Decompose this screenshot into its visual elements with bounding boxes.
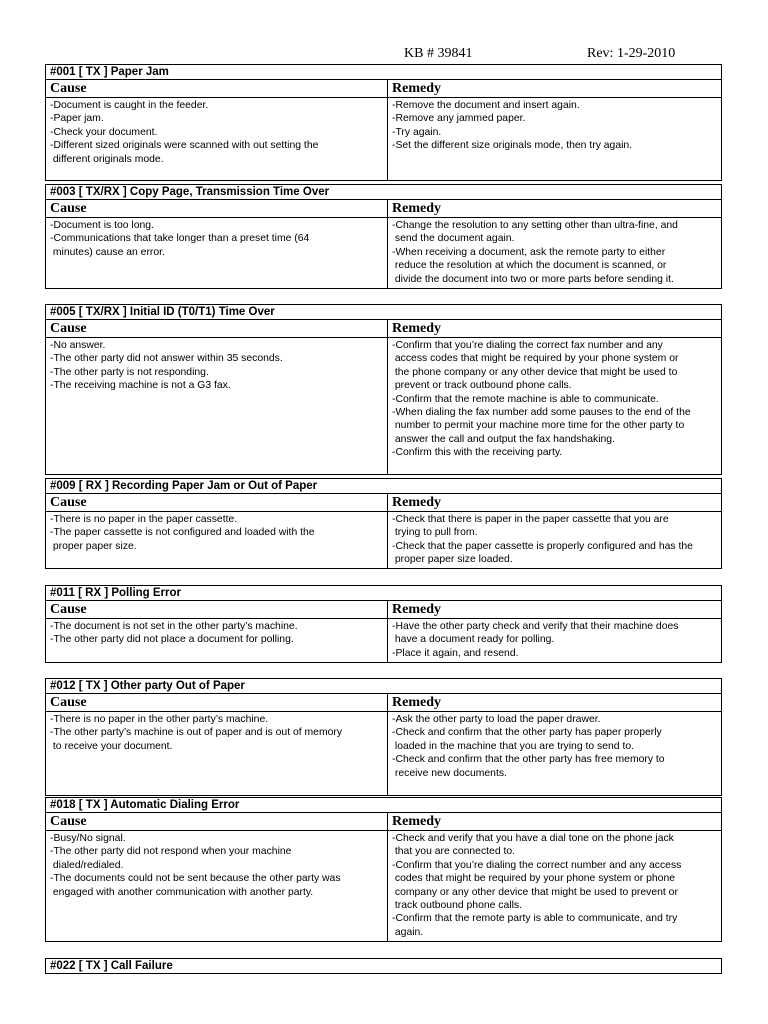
cause-header: Cause [46,80,387,98]
remedy-header: Remedy [388,813,721,831]
error-section [45,585,722,663]
remedy-line: -Check and confirm that the other party has free memory to [392,754,665,766]
error-section [45,958,722,974]
cause-line: -The other party did not place a document for polling. [50,634,294,646]
section-title: #005 [ TX/RX ] Initial ID (T0/T1) Time Over [46,305,721,320]
cause-text [46,512,387,568]
cause-line: -The other party did not answer within 35 seconds. [50,353,283,365]
cause-remedy-table [46,601,721,662]
error-section [45,797,722,942]
remedy-column [388,320,721,474]
cause-line: -The other party did not respond when your machine [50,846,292,858]
cause-header: Cause [46,601,387,619]
cause-column [46,813,388,941]
revision-date: Rev: 1-29-2010 [587,46,676,61]
remedy-header: Remedy [388,320,721,338]
cause-line: -Document is caught in the feeder. [50,100,209,111]
remedy-line: -Place it again, and resend. [392,647,519,659]
cause-line: -There is no paper in the paper cassette. [50,514,238,525]
cause-line: -Paper jam. [50,113,104,125]
remedy-line: reduce the resolution at which the document is scanned, or [392,260,667,272]
remedy-line: -Try again. [392,126,442,138]
remedy-line: -Check that the paper cassette is properly configured and has the [392,540,693,552]
error-section [45,304,722,475]
remedy-text [388,619,721,662]
cause-line: minutes) cause an error. [50,246,165,258]
error-section [45,478,722,569]
cause-line: to receive your document. [50,740,173,752]
remedy-text [388,98,721,180]
remedy-column [388,200,721,288]
cause-line: -Check your document. [50,126,158,138]
section-title: #012 [ TX ] Other party Out of Paper [46,679,721,694]
cause-header: Cause [46,494,387,512]
section-title: #009 [ RX ] Recording Paper Jam or Out of Paper [46,479,721,494]
cause-column [46,601,388,662]
cause-column [46,694,388,795]
section-title: #001 [ TX ] Paper Jam [46,65,721,80]
cause-column [46,80,388,180]
remedy-header: Remedy [388,80,721,98]
remedy-line: proper paper size loaded. [392,554,513,566]
cause-line: -The receiving machine is not a G3 fax. [50,380,231,392]
remedy-line: send the document again. [392,233,515,245]
remedy-line: access codes that might be required by your phone system or [392,353,679,365]
cause-line: dialed/redialed. [50,859,124,871]
remedy-line: have a document ready for polling. [392,634,555,646]
remedy-line: divide the document into two or more parts before sending it. [392,273,674,285]
cause-column [46,200,388,288]
remedy-line: loaded in the machine that you are trying to send to. [392,740,635,752]
cause-text [46,98,387,180]
cause-line: -The documents could not be sent because the other party was [50,873,341,885]
remedy-line: track outbound phone calls. [392,900,522,912]
cause-remedy-table [46,494,721,568]
error-section [45,64,722,181]
cause-line: different originals mode. [50,153,164,165]
cause-remedy-table [46,813,721,941]
cause-remedy-table [46,80,721,180]
cause-text [46,619,387,662]
cause-line: -There is no paper in the other party’s machine. [50,714,269,725]
cause-line: engaged with another communication with another party. [50,886,314,898]
remedy-line: -Confirm this with the receiving party. [392,447,563,459]
section-title: #022 [ TX ] Call Failure [50,960,173,972]
cause-header: Cause [46,320,387,338]
cause-column [46,320,388,474]
cause-line: -The document is not set in the other party’s machine. [50,621,298,632]
remedy-line: -Confirm that the remote machine is able to communicate. [392,393,659,405]
cause-line: -No answer. [50,340,106,351]
remedy-text [388,218,721,288]
cause-remedy-table [46,320,721,474]
remedy-column [388,694,721,795]
cause-remedy-table [46,694,721,795]
remedy-line: trying to pull from. [392,527,478,539]
remedy-line: -Have the other party check and verify that their machine does [392,621,679,632]
remedy-line: company or any other device that might be used to prevent or [392,886,678,898]
cause-line: -The other party’s machine is out of paper and is out of memory [50,727,343,739]
remedy-column [388,80,721,180]
remedy-line: answer the call and output the fax handshaking. [392,433,615,445]
cause-header: Cause [46,813,387,831]
remedy-line: -When receiving a document, ask the remote party to either [392,246,666,258]
cause-line: -Document is too long. [50,220,154,231]
remedy-line: prevent or track outbound phone calls. [392,380,572,392]
cause-column [46,494,388,568]
remedy-column [388,601,721,662]
cause-line: -Communications that take longer than a preset time (64 [50,233,310,245]
remedy-column [388,494,721,568]
cause-header: Cause [46,694,387,712]
remedy-line: receive new documents. [392,767,507,779]
remedy-line: -Confirm that the remote party is able to communicate, and try [392,913,678,925]
remedy-header: Remedy [388,694,721,712]
cause-header: Cause [46,200,387,218]
remedy-text [388,831,721,941]
section-title: #018 [ TX ] Automatic Dialing Error [46,798,721,813]
cause-line: -The paper cassette is not configured and loaded with the [50,527,315,539]
cause-text [46,712,387,795]
cause-line: -Busy/No signal. [50,833,126,844]
remedy-line: -Confirm that you’re dialing the correct fax number and any [392,340,663,351]
remedy-text [388,712,721,795]
remedy-line: -Remove the document and insert again. [392,100,580,111]
kb-number: KB # 39841 [404,46,473,61]
remedy-line: codes that might be required by your phone system or phone [392,873,676,885]
remedy-line: -Remove any jammed paper. [392,113,526,125]
remedy-header: Remedy [388,200,721,218]
remedy-line: number to permit your machine more time for the other party to [392,420,685,432]
cause-line: proper paper size. [50,540,137,552]
cause-text [46,218,387,288]
cause-text [46,831,387,941]
remedy-line: the phone company or any other device that might be used to [392,366,678,378]
remedy-text [388,512,721,568]
remedy-line: -Check and confirm that the other party has paper properly [392,727,662,739]
page-header [0,46,768,64]
remedy-header: Remedy [388,494,721,512]
error-section [45,184,722,289]
remedy-line: -Check that there is paper in the paper cassette that you are [392,514,669,525]
error-section [45,678,722,796]
remedy-line: -Set the different size originals mode, then try again. [392,140,633,152]
section-title: #011 [ RX ] Polling Error [46,586,721,601]
cause-remedy-table [46,200,721,288]
cause-line: -Different sized originals were scanned with out setting the [50,140,319,152]
remedy-text [388,338,721,474]
section-title: #003 [ TX/RX ] Copy Page, Transmission Time Over [46,185,721,200]
remedy-line: -When dialing the fax number add some pauses to the end of the [392,407,691,419]
remedy-line: -Change the resolution to any setting other than ultra-fine, and [392,220,678,231]
remedy-line: -Ask the other party to load the paper drawer. [392,714,601,725]
remedy-line: -Check and verify that you have a dial tone on the phone jack [392,833,674,844]
remedy-line: again. [392,926,424,938]
remedy-header: Remedy [388,601,721,619]
remedy-line: -Confirm that you’re dialing the correct number and any access [392,859,682,871]
remedy-line: that you are connected to. [392,846,516,858]
cause-line: -The other party is not responding. [50,366,209,378]
cause-text [46,338,387,474]
remedy-column [388,813,721,941]
